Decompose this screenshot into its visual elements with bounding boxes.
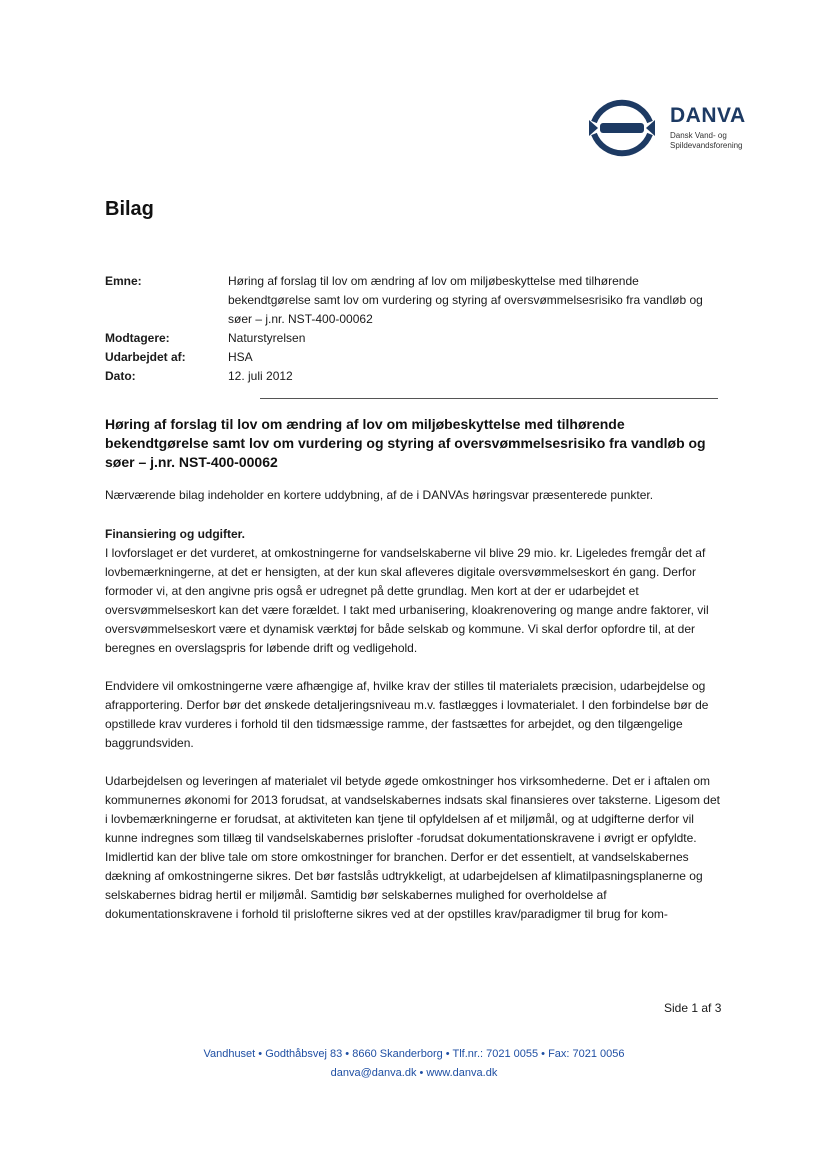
document-title: Høring af forslag til lov om ændring af lov om miljøbeskyttelse med tilhørende bekendtgørelse samt lov om vurdering og styring af oversvømmelsesrisiko fra vandløb og søer – j.nr. NST-400-00062 [105, 416, 706, 470]
meta-row-subject [105, 272, 725, 329]
body-paragraph: Imidlertid kan der blive tale om store omkostninger for branchen. Derfor er det essentielt, at vandselskabernes dækning af omkostningerne sikres. Det bør fastslås udtrykkeligt, at udarbejdelsen af klimatilpasningsplanerne og selskabernes bidrag hertil er miljømål. Samtidig bør selskabernes mulighed for overholdelse af dokumentationskravene i forhold til prislofterne sikres ved at der opstilles krav/paradigmer til brug for kom- [105, 850, 703, 921]
footer-address: Vandhuset • Godthåbsvej 83 • 8660 Skanderborg • Tlf.nr.: 7021 0055 • Fax: 7021 0056 [203, 1048, 625, 1060]
meta-label: Udarbejdet af: [105, 350, 186, 364]
document-body [105, 486, 723, 924]
page-heading: Bilag [105, 198, 154, 220]
danva-logo [586, 88, 776, 168]
divider [260, 398, 718, 399]
meta-row-author [105, 348, 725, 367]
footer-contact: danva@danva.dk • www.danva.dk [330, 1067, 498, 1079]
footer [0, 1045, 828, 1083]
meta-value: Høring af forslag til lov om ændring af lov om miljøbeskyttelse med tilhørende bekendtgørelse samt lov om vurdering og styring af oversvømmelsesrisiko fra vandløb og søer – j.nr. NST-400-00062 [228, 274, 703, 326]
meta-row-recipients [105, 329, 725, 348]
meta-label: Emne: [105, 274, 142, 288]
logo-name: DANVA [670, 104, 746, 127]
body-paragraph: Endvidere vil omkostningerne være afhængige af, hvilke krav der stilles til materialets præcision, udarbejdelse og afrapportering. Derfor bør det ønskede detaljeringsniveau m.v. fastlægges i lovmaterialet. I den forbindelse bør de opstillede krav vurderes i forhold til den tidsmæssige ramme, der fastsættes for arbejdet, og den tilgængelige baggrundsviden. [105, 679, 709, 750]
body-paragraph: I lovforslaget er det vurderet, at omkostningerne for vandselskaberne vil blive 29 mio. kr. Ligeledes fremgår det af lovbemærkningerne, at det er hensigten, at der kun skal afleveres digitale oversvømmelseskort én gang. Derfor formoder vi, at den angivne pris også er udregnet på dette grundlag. Men kort at der er udarbejdet et oversvømmelseskort kan det være forældet. I takt med urbanisering, kloakrenovering og mange andre faktorer, vil oversvømmelseskort være et dynamisk værktøj for både selskab og kommune. Vi skal derfor opfordre til, at der beregnes en overslagspris for løbende drift og vedligehold. [105, 546, 709, 655]
document-metadata [105, 272, 725, 386]
meta-row-date [105, 367, 725, 386]
meta-label: Dato: [105, 369, 136, 383]
logo-tagline: Dansk Vand- og Spildevandsforening [670, 131, 743, 150]
intro-paragraph: Nærværende bilag indeholder en kortere uddybning, af de i DANVAs høringsvar præsenterede punkter. [105, 488, 654, 502]
section-title: Finansiering og udgifter. [105, 527, 246, 541]
meta-value: HSA [228, 350, 253, 364]
page-number: Side 1 af 3 [664, 1001, 722, 1015]
body-paragraph: Udarbejdelsen og leveringen af materialet vil betyde øgede omkostninger hos virksomhederne. Det er i aftalen om kommunernes økonomi for 2013 forudsat, at vandselskabernes indsats skal finansieres over taksterne. Ligesom det i lovbemærkningerne er forudsat, at aktiviteten kan tjene til opfyldelsen af et miljømål, og at udgifterne derfor vil kunne indregnes som tillæg til vandselskabernes prislofter -forudsat dokumentationskravene i øvrigt er opfyldte. [105, 774, 720, 845]
meta-value: 12. juli 2012 [228, 369, 293, 383]
meta-value: Naturstyrelsen [228, 331, 306, 345]
meta-label: Modtagere: [105, 331, 170, 345]
danva-logo-icon [586, 92, 658, 164]
